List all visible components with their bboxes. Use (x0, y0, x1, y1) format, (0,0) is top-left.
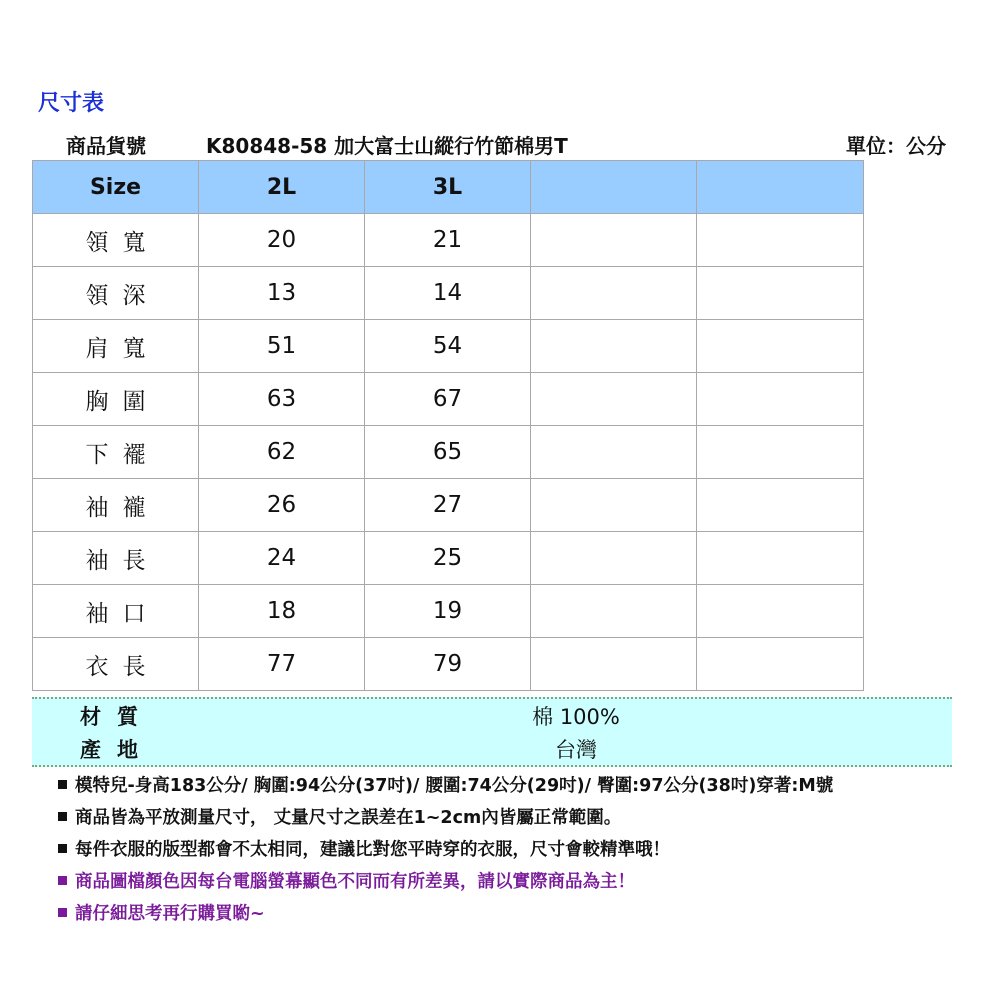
table-row (33, 373, 864, 426)
row-label: 衣長 (33, 638, 199, 691)
table-row (33, 638, 864, 691)
cell-empty (531, 267, 697, 320)
note-text: 請仔細思考再行購買喲~ (75, 904, 265, 924)
cell-3l: 67 (365, 373, 531, 426)
cell-empty (531, 373, 697, 426)
square-bullet-icon (58, 812, 67, 821)
row-label: 袖長 (33, 532, 199, 585)
material-value: 棉 100% (532, 705, 620, 729)
table-row (33, 214, 864, 267)
cell-2l: 20 (199, 214, 365, 267)
table-row (33, 426, 864, 479)
header-3l: 3L (365, 161, 531, 214)
cell-2l: 63 (199, 373, 365, 426)
cell-empty (531, 214, 697, 267)
note-text: 每件衣服的版型都會不太相同，建議比對您平時穿的衣服，尺寸會較精準哦！ (75, 840, 670, 860)
note-text: 商品皆為平放測量尺寸， 丈量尺寸之誤差在1~2cm內皆屬正常範圍。 (75, 808, 622, 828)
origin-row (32, 734, 952, 766)
cell-empty (531, 426, 697, 479)
size-table-header (33, 161, 864, 214)
material-origin-panel (32, 697, 952, 767)
cell-empty (531, 320, 697, 373)
row-label: 袖口 (33, 585, 199, 638)
square-bullet-icon (58, 908, 67, 917)
cell-empty (697, 267, 864, 320)
row-label: 袖襱 (33, 479, 199, 532)
cell-2l: 18 (199, 585, 365, 638)
row-label: 領深 (33, 267, 199, 320)
notes-list (58, 770, 988, 930)
note-text: 模特兒-身高183公分/ 胸圍:94公分(37吋)/ 腰圍:74公分(29吋)/ 臀圍:97公分(38吋)穿著:M號 (75, 776, 834, 796)
size-table (32, 160, 864, 691)
note-item (58, 866, 988, 898)
header-empty-2 (697, 161, 864, 214)
origin-label: 產地 (80, 738, 154, 762)
row-label: 肩寬 (33, 320, 199, 373)
product-info-row (66, 130, 946, 158)
cell-3l: 54 (365, 320, 531, 373)
cell-2l: 62 (199, 426, 365, 479)
table-row (33, 267, 864, 320)
note-item (58, 898, 988, 930)
cell-empty (697, 320, 864, 373)
table-row (33, 320, 864, 373)
cell-2l: 26 (199, 479, 365, 532)
cell-empty (697, 426, 864, 479)
unit-label: 單位：公分 (846, 134, 946, 158)
table-row (33, 479, 864, 532)
row-label: 胸圍 (33, 373, 199, 426)
cell-3l: 65 (365, 426, 531, 479)
cell-3l: 79 (365, 638, 531, 691)
cell-empty (531, 638, 697, 691)
cell-2l: 13 (199, 267, 365, 320)
product-code: K80848-58 加大富士山縱行竹節棉男T (206, 134, 568, 158)
cell-empty (697, 638, 864, 691)
cell-empty (697, 373, 864, 426)
header-empty-1 (531, 161, 697, 214)
cell-empty (531, 479, 697, 532)
cell-empty (697, 585, 864, 638)
note-item (58, 770, 988, 802)
cell-3l: 25 (365, 532, 531, 585)
square-bullet-icon (58, 780, 67, 789)
header-size: Size (33, 161, 199, 214)
cell-empty (697, 479, 864, 532)
table-row (33, 532, 864, 585)
cell-3l: 21 (365, 214, 531, 267)
cell-empty (697, 532, 864, 585)
cell-3l: 19 (365, 585, 531, 638)
table-row (33, 585, 864, 638)
note-item (58, 802, 988, 834)
cell-3l: 27 (365, 479, 531, 532)
cell-2l: 77 (199, 638, 365, 691)
cell-2l: 51 (199, 320, 365, 373)
cell-empty (697, 214, 864, 267)
cell-3l: 14 (365, 267, 531, 320)
note-item (58, 834, 988, 866)
material-row (32, 701, 952, 733)
note-text: 商品圖檔顏色因每台電腦螢幕顯色不同而有所差異，請以實際商品為主！ (75, 872, 635, 892)
product-code-label: 商品貨號 (66, 134, 146, 158)
header-2l: 2L (199, 161, 365, 214)
cell-empty (531, 585, 697, 638)
row-label: 領寬 (33, 214, 199, 267)
square-bullet-icon (58, 844, 67, 853)
material-label: 材質 (80, 705, 154, 729)
cell-2l: 24 (199, 532, 365, 585)
row-label: 下襬 (33, 426, 199, 479)
page-title: 尺寸表 (38, 91, 105, 116)
square-bullet-icon (58, 876, 67, 885)
cell-empty (531, 532, 697, 585)
origin-value: 台灣 (555, 738, 597, 762)
